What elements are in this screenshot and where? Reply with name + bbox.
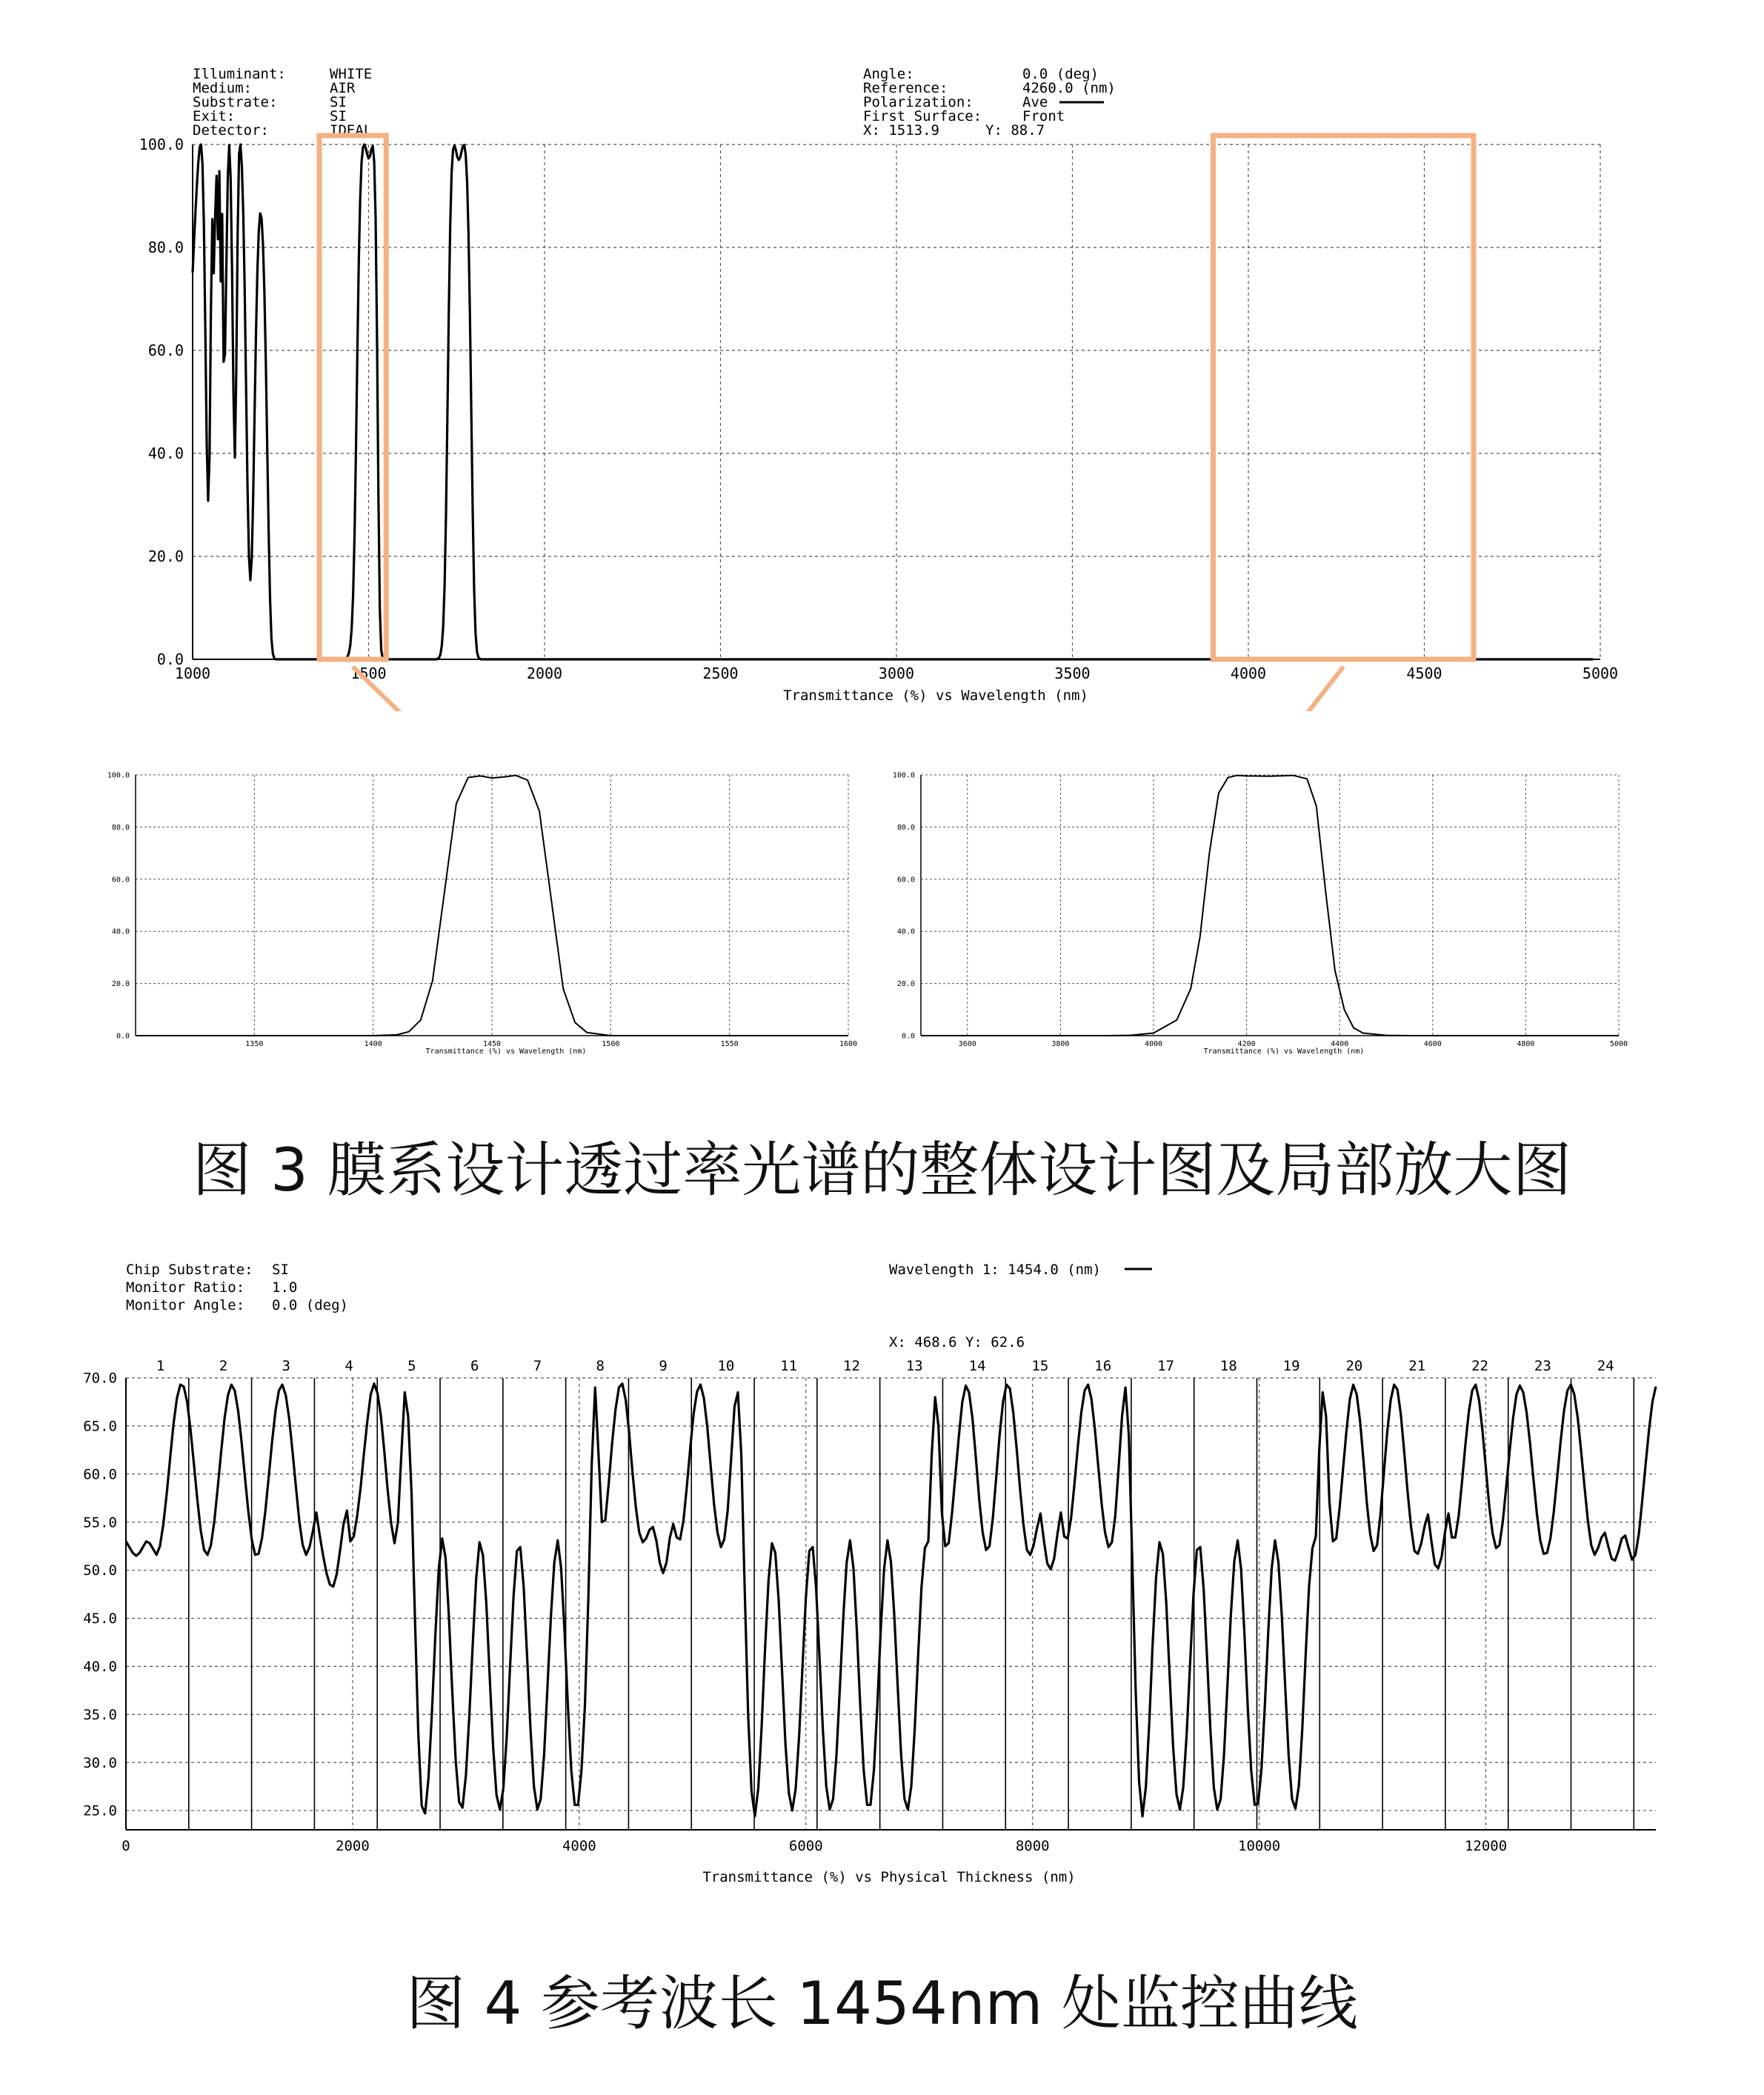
data-series: [126, 1384, 1656, 1816]
info-left: [193, 66, 372, 139]
highlight-box: [1214, 136, 1474, 659]
tick-labels: [893, 772, 1628, 1049]
layer-label: 22: [1471, 1358, 1488, 1374]
x-tick-label: 1350: [245, 1040, 264, 1048]
x-tick-label: 1450: [482, 1040, 502, 1048]
layer-label: 18: [1219, 1358, 1237, 1374]
layer-label: 12: [843, 1358, 860, 1374]
series-line: [921, 776, 1619, 1036]
y-tick-label: 60.0: [896, 876, 915, 885]
info-right: [863, 66, 1116, 139]
tick-labels: [139, 136, 1618, 682]
info-right-val: Front: [1022, 108, 1065, 124]
info-right-val: 4260.0 (nm): [1022, 80, 1116, 96]
x-tick-label: 4000: [1230, 665, 1267, 682]
info-right-key: First Surface:: [863, 108, 982, 124]
layer-label: 13: [905, 1358, 923, 1374]
grid: [921, 775, 1619, 1036]
x-tick-label: 4600: [1423, 1040, 1442, 1048]
info-left-val: WHITE: [330, 66, 373, 82]
grid: [136, 775, 848, 1036]
y-tick-label: 0.0: [156, 650, 184, 668]
x-tick-label: 2000: [526, 665, 563, 682]
x-tick-label: 5000: [1609, 1040, 1628, 1048]
info-left: [126, 1262, 348, 1313]
layer-label: 10: [717, 1358, 735, 1374]
y-tick-label: 80.0: [147, 239, 184, 256]
layer-label: 7: [533, 1358, 542, 1374]
transmittance-spectrum-chart: [0, 0, 1764, 711]
x-tick-label: 3600: [958, 1040, 976, 1048]
y-tick-label: 0.0: [901, 1032, 915, 1041]
series-line: [126, 1384, 1656, 1816]
layer-label: 2: [219, 1358, 228, 1374]
y-tick-label: 40.0: [147, 444, 184, 462]
info-left-key: Substrate:: [193, 94, 278, 110]
y-tick-label: 50.0: [83, 1562, 117, 1579]
grid: [193, 144, 1600, 659]
layer-label: 5: [407, 1358, 416, 1374]
y-tick-label: 100.0: [139, 136, 184, 153]
y-tick-label: 60.0: [147, 342, 184, 359]
x-tick-label: 3800: [1051, 1040, 1070, 1048]
info-right-val: 0.0 (deg): [1022, 66, 1099, 82]
info-left-key: Exit:: [193, 108, 236, 124]
info-right-key: X: 1513.9: [863, 122, 939, 139]
y-tick-label: 80.0: [111, 823, 130, 832]
y-tick-label: 0.0: [116, 1032, 130, 1041]
axes: [126, 1378, 1656, 1830]
layer-label: 11: [780, 1358, 798, 1374]
y-tick-label: 30.0: [83, 1754, 117, 1771]
layer-label: 23: [1534, 1358, 1551, 1374]
info-left-val: IDEAL: [330, 122, 373, 139]
y-tick-label: 45.0: [83, 1611, 117, 1628]
grid: [126, 1378, 1656, 1830]
info-left-val: 0.0 (deg): [272, 1297, 348, 1313]
layer-label: 14: [968, 1358, 986, 1374]
axes: [921, 775, 1619, 1036]
x-axis-label: Transmittance (%) vs Physical Thickness (nm): [702, 1869, 1076, 1885]
monitor-curve-chart: [0, 1230, 1764, 1934]
info-left-key: Illuminant:: [193, 66, 286, 82]
info-left-key: Medium:: [193, 80, 253, 96]
x-tick-label: 1500: [350, 665, 387, 682]
data-series: [921, 776, 1619, 1036]
x-tick-label: 4200: [1237, 1040, 1256, 1048]
y-tick-label: 55.0: [83, 1514, 117, 1531]
x-tick-label: 1550: [720, 1040, 739, 1048]
layer-markers: [156, 1358, 1634, 1830]
zoom-arrow: [1274, 667, 1343, 711]
info-right-key: Polarization:: [863, 94, 973, 110]
layer-label: 20: [1345, 1358, 1363, 1374]
layer-label: 24: [1597, 1358, 1614, 1374]
layer-label: 1: [156, 1358, 165, 1374]
x-tick-label: 4400: [1331, 1040, 1349, 1048]
zoom-chart-left: [89, 741, 963, 1089]
x-tick-label: 1000: [174, 665, 211, 682]
layer-label: 21: [1408, 1358, 1426, 1374]
highlight-boxes: [319, 136, 1474, 659]
info-right-key: Angle:: [863, 66, 914, 82]
layer-label: 16: [1094, 1358, 1112, 1374]
layer-label: 15: [1031, 1358, 1049, 1374]
y-tick-label: 35.0: [83, 1706, 117, 1723]
info-right-val: Y: 88.7: [985, 122, 1045, 139]
y-tick-label: 40.0: [83, 1659, 117, 1676]
y-tick-label: 20.0: [896, 980, 915, 989]
layer-label: 9: [659, 1358, 668, 1374]
x-tick-label: 4000: [1144, 1040, 1163, 1048]
y-tick-label: 80.0: [896, 823, 915, 832]
info-left-key: Monitor Angle:: [126, 1297, 245, 1313]
layer-label: 19: [1282, 1358, 1300, 1374]
x-tick-label: 6000: [788, 1838, 823, 1854]
x-tick-label: 3500: [1054, 665, 1091, 682]
info-left-val: AIR: [330, 80, 356, 96]
x-tick-label: 1500: [602, 1040, 620, 1048]
x-tick-label: 8000: [1015, 1838, 1050, 1854]
wavelength-label: Wavelength 1: 1454.0 (nm): [889, 1262, 1101, 1278]
y-tick-label: 25.0: [83, 1802, 117, 1819]
info-left-val: SI: [330, 108, 347, 124]
info-right-key: Reference:: [863, 80, 948, 96]
info-left-key: Chip Substrate:: [126, 1262, 253, 1278]
info-left-val: SI: [272, 1262, 289, 1278]
x-tick-label: 12000: [1464, 1838, 1508, 1854]
x-axis-label: Transmittance (%) vs Wavelength (nm): [783, 687, 1088, 704]
info-left-val: SI: [330, 94, 347, 110]
info-right-val: Ave: [1022, 94, 1048, 110]
figure3-caption: 图 3 膜系设计透过率光谱的整体设计图及局部放大图: [192, 1136, 1572, 1205]
x-tick-label: 5000: [1582, 665, 1619, 682]
y-tick-label: 20.0: [147, 547, 184, 565]
x-axis-label: Transmittance (%) vs Wavelength (nm): [1203, 1048, 1365, 1056]
series-line: [193, 144, 1594, 659]
y-tick-label: 65.0: [83, 1418, 117, 1435]
y-tick-label: 40.0: [111, 927, 130, 936]
x-tick-label: 2500: [702, 665, 739, 682]
layer-label: 4: [345, 1358, 353, 1374]
cursor-readout: X: 468.6 Y: 62.6: [889, 1334, 1025, 1350]
y-tick-label: 40.0: [896, 927, 915, 936]
x-tick-label: 4000: [562, 1838, 596, 1854]
x-axis-label: Transmittance (%) vs Wavelength (nm): [425, 1048, 587, 1056]
x-tick-label: 4500: [1406, 665, 1442, 682]
data-series: [193, 144, 1594, 659]
zoom-chart-right: [859, 741, 1734, 1089]
y-tick-label: 20.0: [111, 980, 130, 989]
x-tick-label: 1600: [839, 1040, 858, 1048]
y-tick-label: 100.0: [892, 771, 915, 780]
figure4-caption: 图 4 参考波长 1454nm 处监控曲线: [406, 1969, 1358, 2038]
x-tick-label: 4800: [1517, 1040, 1535, 1048]
info-left-key: Detector:: [193, 122, 269, 139]
info-left-key: Monitor Ratio:: [126, 1279, 245, 1296]
tick-labels: [107, 772, 857, 1049]
layer-label: 3: [282, 1358, 290, 1374]
y-tick-label: 60.0: [111, 876, 130, 885]
x-tick-label: 1400: [364, 1040, 382, 1048]
x-tick-label: 10000: [1238, 1838, 1281, 1854]
layer-label: 6: [470, 1358, 479, 1374]
layer-label: 8: [596, 1358, 605, 1374]
x-tick-label: 0: [122, 1838, 130, 1854]
y-tick-label: 100.0: [107, 771, 130, 780]
y-tick-label: 70.0: [83, 1370, 117, 1387]
info-left-val: 1.0: [272, 1279, 298, 1296]
x-tick-label: 3000: [878, 665, 915, 682]
y-tick-label: 60.0: [83, 1466, 117, 1483]
layer-label: 17: [1157, 1358, 1174, 1374]
x-tick-label: 2000: [336, 1838, 370, 1854]
